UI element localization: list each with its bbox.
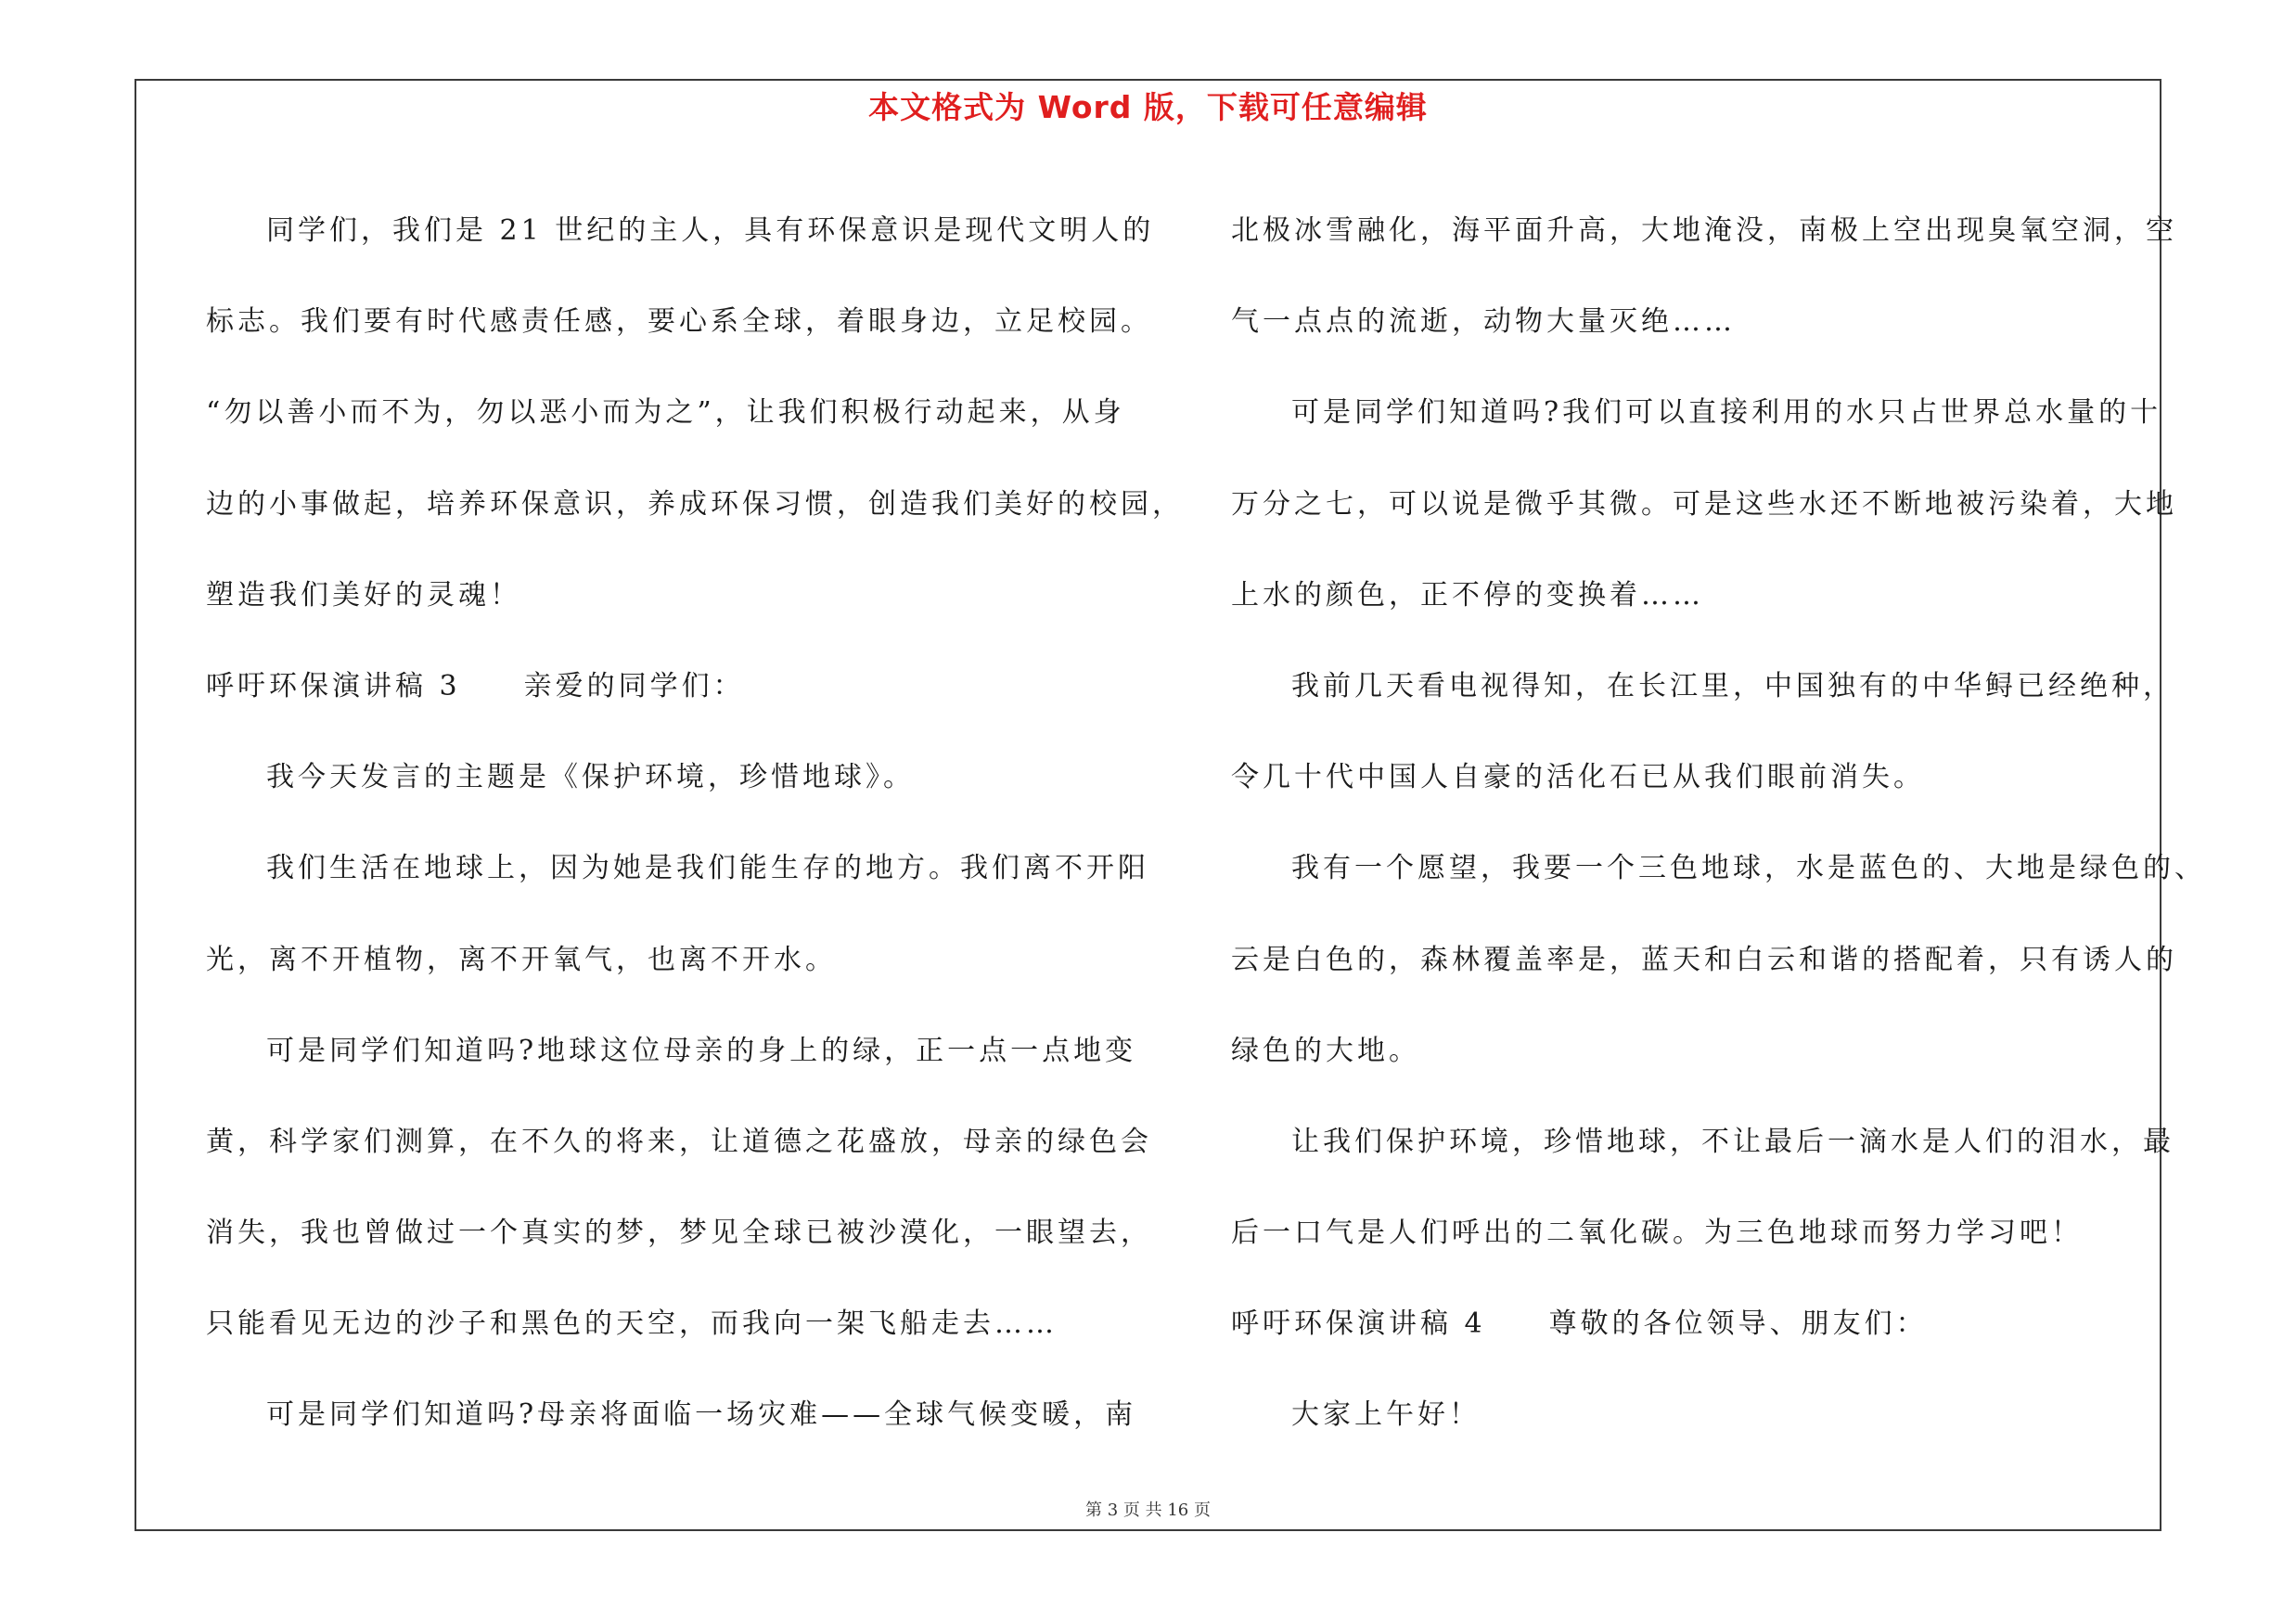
text-line: 可是同学们知道吗?地球这位母亲的身上的绿，正一点一点地变 [266,1034,1137,1067]
text-line: 万分之七，可以说是微乎其微。可是这些水还不断地被污染着，大地 [1231,487,2177,521]
page-number-footer: 第 3 页 共 16 页 [1085,1501,1211,1520]
text-line: 令几十代中国人自豪的活化石已从我们眼前消失。 [1231,761,1925,794]
text-line: 我有一个愿望，我要一个三色地球，水是蓝色的、大地是绿色的、 [1291,852,2206,885]
text-line: 同学们，我们是 21 世纪的主人，具有环保意识是现代文明人的 [266,214,1155,247]
text-line: 北极冰雪融化，海平面升高，大地淹没，南极上空出现臭氧空洞，空 [1231,214,2177,247]
text-line: 我前几天看电视得知，在长江里，中国独有的中华鲟已经绝种， [1291,669,2174,702]
text-line: 气一点点的流逝，动物大量灭绝…… [1231,305,1736,339]
text-line: 绿色的大地。 [1231,1034,1420,1067]
left-column [206,186,1184,1462]
text-line: 让我们保护环境，珍惜地球，不让最后一滴水是人们的泪水，最 [1291,1125,2174,1158]
text-line: 边的小事做起，培养环保意识，养成环保习惯，创造我们美好的校园， [206,487,1184,521]
text-line: 可是同学们知道吗?我们可以直接利用的水只占世界总水量的十 [1291,396,2162,430]
text-line: 我们生活在地球上，因为她是我们能生存的地方。我们离不开阳 [266,852,1149,885]
text-line: 塑造我们美好的灵魂！ [206,578,521,612]
text-line: “勿以善小而不为，勿以恶小而为之”，让我们积极行动起来，从身 [206,396,1125,430]
right-column [1231,186,2206,1462]
section-heading: 呼吁环保演讲稿 4 尊敬的各位领导、朋友们： [1231,1307,1928,1341]
text-line: 只能看见无边的沙子和黑色的天空，而我向一架飞船走去…… [206,1307,1058,1341]
format-banner: 本文格式为 Word 版，下载可任意编辑 [868,89,1428,125]
text-line: 上水的颜色，正不停的变换着…… [1231,578,1704,612]
text-line: 大家上午好！ [1291,1398,1481,1432]
text-line: 光，离不开植物，离不开氧气，也离不开水。 [206,943,837,976]
text-line: 黄，科学家们测算，在不久的将来，让道德之花盛放，母亲的绿色会 [206,1125,1152,1158]
text-line: 后一口气是人们呼出的二氧化碳。为三色地球而努力学习吧！ [1231,1217,2083,1250]
section-heading: 呼吁环保演讲稿 3 亲爱的同学们： [206,669,745,702]
text-line: 标志。我们要有时代感责任感，要心系全球，着眼身边，立足校园。 [206,305,1152,339]
text-line: 我今天发言的主题是《保护环境，珍惜地球》。 [266,761,915,794]
text-line: 云是白色的，森林覆盖率是，蓝天和白云和谐的搭配着，只有诱人的 [1231,943,2177,976]
text-line: 可是同学们知道吗?母亲将面临一场灾难——全球气候变暖，南 [266,1398,1137,1432]
text-line: 消失，我也曾做过一个真实的梦，梦见全球已被沙漠化，一眼望去， [206,1217,1152,1250]
